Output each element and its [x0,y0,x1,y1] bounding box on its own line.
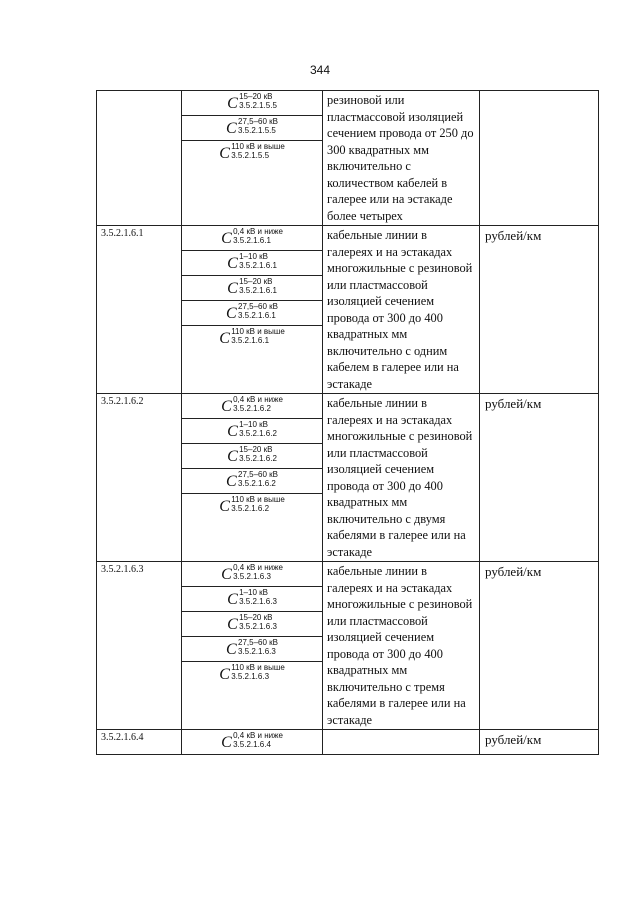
rate-symbol [182,587,322,612]
rate-symbol [182,301,322,326]
voltage-class: 27,5–60 кВ [238,638,278,647]
rate-formula [219,495,285,513]
rate-index: 3.5.2.1.6.2 [239,429,277,438]
item-code: 3.5.2.1.6.2 [97,394,182,562]
rate-symbol [182,419,322,444]
cost-symbol-c: C [227,616,238,633]
rate-formula [221,227,283,245]
voltage-class: 15–20 кВ [239,277,273,286]
rate-formula [226,638,278,656]
voltage-class: 0,4 кВ и ниже [233,227,283,236]
rate-symbol [182,226,322,251]
item-description [323,730,480,755]
cost-symbol-c: C [219,330,230,347]
rate-formula [227,445,277,463]
item-code: 3.5.2.1.6.3 [97,562,182,730]
rate-formula [227,613,277,631]
item-code: 3.5.2.1.6.1 [97,226,182,394]
cost-symbol-c: C [226,120,237,137]
rate-formula [227,92,277,110]
tariff-table [96,90,599,755]
rate-index: 3.5.2.1.6.4 [233,740,271,749]
rate-symbol [182,444,322,469]
rate-index: 3.5.2.1.6.2 [238,479,276,488]
unit-of-measure: рублей/км [480,394,599,562]
rate-symbol [182,612,322,637]
cost-symbol-c: C [221,230,232,247]
item-description: резиновой или пластмассовой изоляцией сечением провода от 250 до 300 квадратных мм включительно с количеством кабелей в галерее или на эстакаде более четырех [323,91,480,226]
rate-formula [226,470,278,488]
rate-index: 3.5.2.1.5.5 [231,151,270,160]
rate-symbol-list [182,562,322,729]
item-code [97,91,182,226]
table-row [97,394,599,562]
rate-formula [226,302,278,320]
rate-formula [221,395,283,413]
rate-symbols-cell [182,730,323,755]
voltage-class: 1–10 кВ [239,420,268,429]
cost-symbol-c: C [219,498,230,515]
rate-index: 3.5.2.1.6.2 [239,454,277,463]
rate-symbol [182,251,322,276]
item-description: кабельные линии в галереях и на эстакадах многожильные с резиновой или пластмассовой изоляцией сечением провода от 300 до 400 квадратных мм включительно с двумя кабелями в галерее или на эстакаде [323,394,480,562]
rate-index: 3.5.2.1.5.5 [239,101,277,110]
voltage-class: 1–10 кВ [239,588,268,597]
item-description: кабельные линии в галереях и на эстакадах многожильные с резиновой или пластмассовой изоляцией сечением провода от 300 до 400 квадратных мм включительно с одним кабелем в галерее или на эстакаде [323,226,480,394]
rate-index: 3.5.2.1.6.1 [239,261,277,270]
voltage-class: 27,5–60 кВ [238,117,278,126]
cost-symbol-c: C [227,448,238,465]
voltage-class: 15–20 кВ [239,445,273,454]
voltage-class: 0,4 кВ и ниже [233,395,283,404]
cost-symbol-c: C [227,591,238,608]
voltage-class: 27,5–60 кВ [238,302,278,311]
rate-formula [221,563,283,581]
unit-of-measure [480,91,599,226]
voltage-class: 1–10 кВ [239,252,268,261]
rate-symbol-list [182,394,322,561]
rate-index: 3.5.2.1.6.3 [231,672,270,681]
cost-symbol-c: C [227,423,238,440]
rate-formula [227,420,277,438]
rate-symbols-cell [182,562,323,730]
table-row [97,226,599,394]
cost-symbol-c: C [226,641,237,658]
table-row [97,730,599,755]
rate-index: 3.5.2.1.6.2 [231,504,270,513]
rate-symbol [182,562,322,587]
unit-of-measure: рублей/км [480,562,599,730]
rate-symbol [182,276,322,301]
rate-symbol-list [182,730,322,754]
rate-symbols-cell [182,226,323,394]
voltage-class: 0,4 кВ и ниже [233,563,283,572]
rate-symbols-cell [182,394,323,562]
rate-symbol [182,394,322,419]
rate-symbol [182,91,322,116]
rate-formula [227,277,277,295]
cost-symbol-c: C [226,305,237,322]
rate-formula [227,252,277,270]
rate-formula [221,731,283,749]
rate-formula [227,588,277,606]
rate-index: 3.5.2.1.6.3 [239,622,277,631]
cost-symbol-c: C [226,473,237,490]
rate-index: 3.5.2.1.6.1 [231,336,270,345]
cost-symbol-c: C [221,734,232,751]
rate-index: 3.5.2.1.5.5 [238,126,276,135]
rate-index: 3.5.2.1.6.3 [233,572,271,581]
rate-symbol [182,116,322,141]
rate-index: 3.5.2.1.6.1 [239,286,277,295]
rate-symbol [182,326,322,393]
rate-index: 3.5.2.1.6.1 [238,311,276,320]
rate-formula [219,142,285,160]
unit-of-measure: рублей/км [480,730,599,755]
voltage-class: 15–20 кВ [239,92,273,101]
rate-symbol [182,494,322,561]
cost-symbol-c: C [221,398,232,415]
rate-symbol [182,469,322,494]
item-description: кабельные линии в галереях и на эстакадах многожильные с резиновой или пластмассовой изоляцией сечением провода от 300 до 400 квадратных мм включительно с тремя кабелями в галерее или на эстакаде [323,562,480,730]
cost-symbol-c: C [227,280,238,297]
rate-formula [226,117,278,135]
voltage-class: 15–20 кВ [239,613,273,622]
cost-symbol-c: C [227,95,238,112]
voltage-class: 110 кВ и выше [231,142,285,151]
rate-symbol [182,662,322,729]
cost-symbol-c: C [227,255,238,272]
rate-index: 3.5.2.1.6.3 [238,647,276,656]
voltage-class: 110 кВ и выше [231,327,285,336]
rate-index: 3.5.2.1.6.1 [233,236,271,245]
unit-of-measure: рублей/км [480,226,599,394]
voltage-class: 0,4 кВ и ниже [233,731,283,740]
cost-symbol-c: C [219,666,230,683]
cost-symbol-c: C [221,566,232,583]
rate-formula [219,663,285,681]
voltage-class: 27,5–60 кВ [238,470,278,479]
tariff-table-body [97,91,599,755]
voltage-class: 110 кВ и выше [231,495,285,504]
rate-symbols-cell [182,91,323,226]
table-row [97,91,599,226]
rate-symbol-list [182,226,322,393]
cost-symbol-c: C [219,145,230,162]
rate-index: 3.5.2.1.6.3 [239,597,277,606]
item-code: 3.5.2.1.6.4 [97,730,182,755]
rate-index: 3.5.2.1.6.2 [233,404,271,413]
rate-symbol-list [182,91,322,225]
rate-symbol [182,141,322,225]
rate-symbol [182,730,322,754]
voltage-class: 110 кВ и выше [231,663,285,672]
rate-symbol [182,637,322,662]
rate-formula [219,327,285,345]
table-row [97,562,599,730]
page-number: 344 [309,63,331,77]
